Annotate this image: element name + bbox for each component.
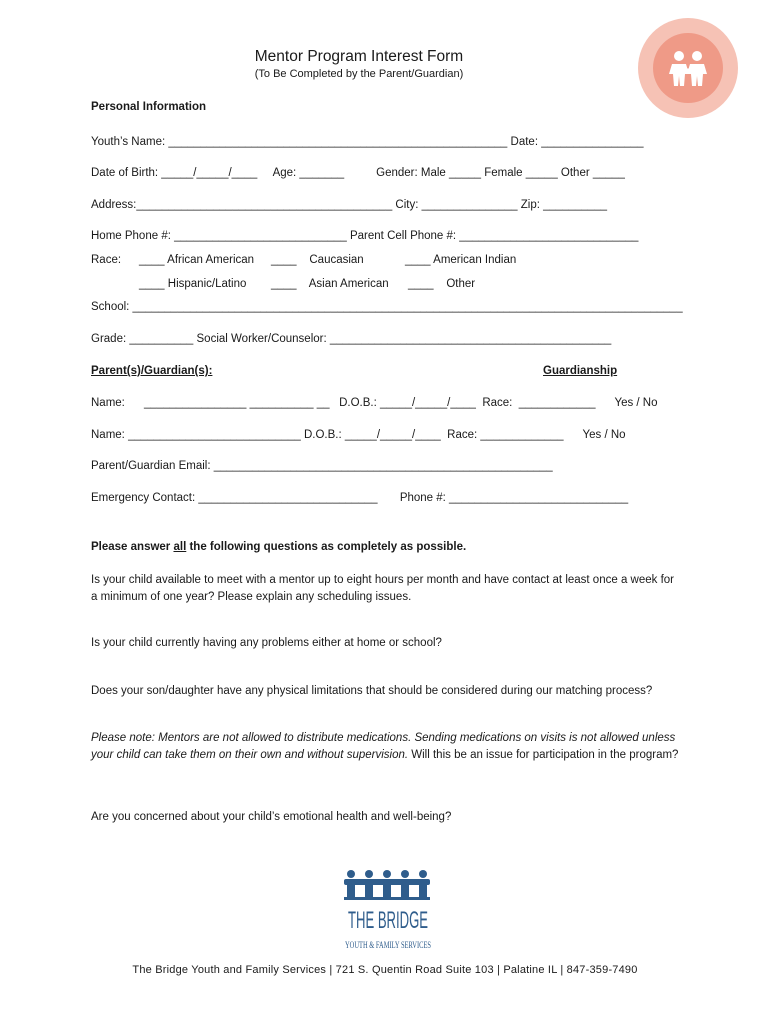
section-heading-guardians: Parent(s)/Guardian(s): [91,365,213,377]
address-field[interactable]: Address:________________________________________ City: _______________ Zip: __________ [91,199,608,211]
footer-address: The Bridge Youth and Family Services | 721 S. Quentin Road Suite 103 | Palatine IL | 847-359-7490 [132,964,638,976]
question-medications: Please note: Mentors are not allowed to distribute medications. Sending medications on visits is not allowed unless your child can take them on their own and without supervision. Will this be an issue for participation in the program? [91,732,679,761]
youth-name-field[interactable]: Youth’s Name: _____________________________________________________ Date: ________________ [91,136,644,148]
bridge-people-icon [318,868,458,960]
question-emotional-health: Are you concerned about your child’s emotional health and well-being? [91,811,452,823]
dob-age-gender-field[interactable]: Date of Birth: _____/_____/____ Age: _______ Gender: Male _____ Female _____ Other _____ [91,167,625,179]
race-option-caucasian[interactable]: ____ Caucasian [271,254,364,266]
logo-tagline: YOUTH & FAMILY SERVICES [345,940,431,950]
guardianship-heading: Guardianship [543,365,618,377]
question-availability: Is your child available to meet with a mentor up to eight hours per month and have contact at least once a week for a minimum of one year? Please explain any scheduling issues. [91,574,674,603]
race-option-american-indian[interactable]: ____ American Indian [405,254,517,266]
question-physical-limitations: Does your son/daughter have any physical limitations that should be considered during our matching process? [91,685,653,697]
phone-fields[interactable]: Home Phone #: ___________________________ Parent Cell Phone #: ____________________________ [91,230,639,242]
the-bridge-logo [318,868,458,958]
logo-name: THE BRIDGE [348,907,428,934]
section-heading-personal: Personal Information [91,101,207,113]
race-option-other[interactable]: ____ Other [408,278,476,290]
race-option-african-american[interactable]: ____ African American [139,254,255,266]
race-label: Race: [91,254,122,266]
grade-counselor-field[interactable]: Grade: __________ Social Worker/Counselor: ____________________________________________ [91,333,612,345]
questions-instruction: Please answer all the following questions as completely as possible. [91,541,467,553]
race-option-asian-american[interactable]: ____ Asian American [271,278,389,290]
school-field[interactable]: School: ______________________________________________________________________________________ [91,301,683,313]
emergency-contact-field[interactable]: Emergency Contact: ____________________________ Phone #: ____________________________ [91,492,629,504]
race-option-hispanic-latino[interactable]: ____ Hispanic/Latino [139,278,247,290]
guardian-1-field[interactable]: Name: ________________ __________ __ D.O.B.: _____/_____/____ Race: ____________ Yes / No [91,397,658,409]
guardian-2-field[interactable]: Name: ___________________________ D.O.B.: _____/_____/____ Race: _____________ Yes / No [91,429,626,441]
question-problems: Is your child currently having any problems either at home or school? [91,637,442,649]
form-title: Mentor Program Interest Form [254,48,464,65]
form-subtitle: (To Be Completed by the Parent/Guardian) [254,68,464,80]
guardian-email-field[interactable]: Parent/Guardian Email: _____________________________________________________ [91,460,553,472]
